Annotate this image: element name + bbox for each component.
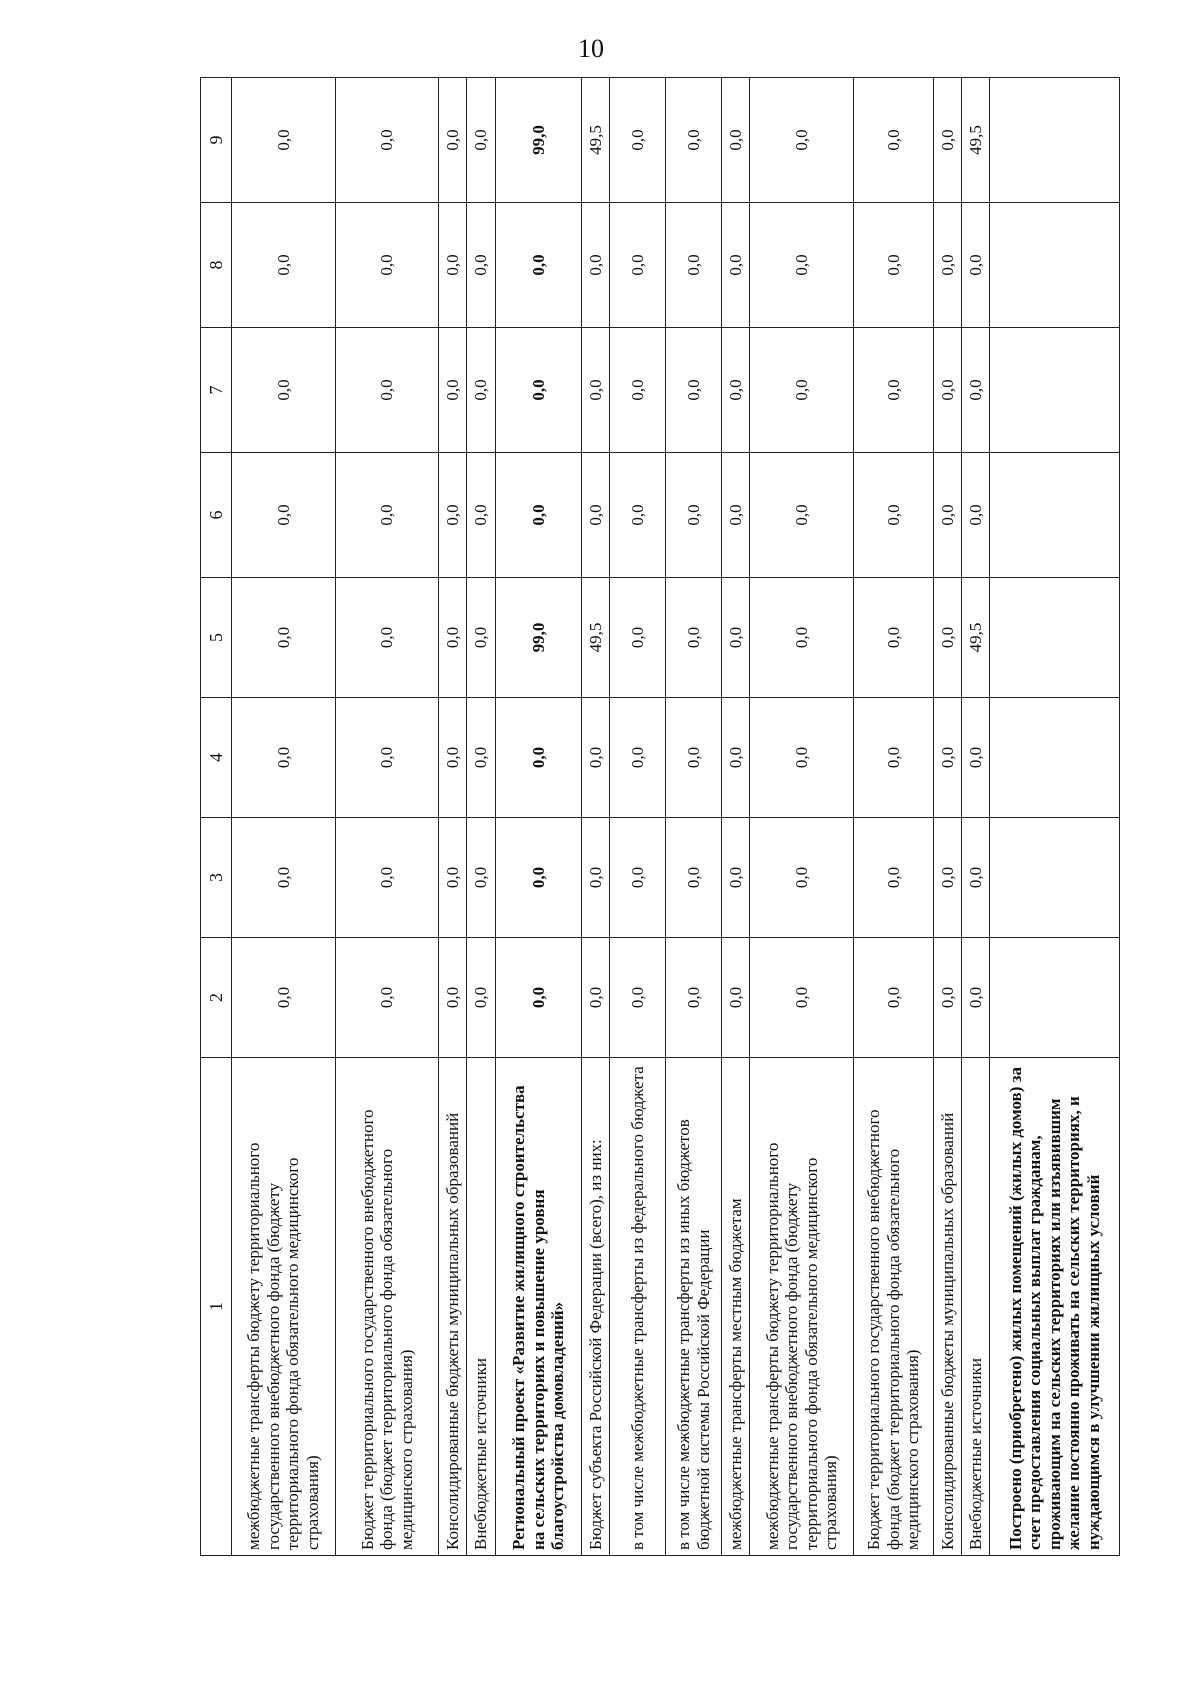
column-header-7: 7 — [201, 328, 232, 453]
table-row — [581, 78, 609, 1556]
value-cell-col-8: 0,0 — [581, 203, 609, 328]
value-cell-col-5: 0,0 — [722, 578, 750, 698]
header-row — [201, 78, 232, 1556]
value-cell-col-9: 0,0 — [610, 78, 666, 203]
value-cell-col-6: 0,0 — [439, 453, 467, 578]
table-row — [232, 78, 336, 1556]
table-row — [439, 78, 467, 1556]
value-cell-col-3: 0,0 — [934, 818, 962, 938]
table-row — [962, 78, 990, 1556]
value-cell-col-2: 0,0 — [666, 938, 722, 1058]
column-header-6: 6 — [201, 453, 232, 578]
row-label: Консолидированные бюджеты муниципальных образований — [439, 1058, 467, 1556]
value-cell-col-8: 0,0 — [722, 203, 750, 328]
value-cell-col-5: 0,0 — [610, 578, 666, 698]
value-cell-col-8: 0,0 — [750, 203, 854, 328]
value-cell-col-5: 0,0 — [854, 578, 934, 698]
value-cell-col-6: 0,0 — [666, 453, 722, 578]
value-cell-col-2: 0,0 — [495, 938, 581, 1058]
value-cell-col-2 — [990, 938, 1120, 1058]
value-cell-col-8: 0,0 — [666, 203, 722, 328]
value-cell-col-3: 0,0 — [610, 818, 666, 938]
table-row — [854, 78, 934, 1556]
row-label: Внебюджетные источники — [962, 1058, 990, 1556]
value-cell-col-7 — [990, 328, 1120, 453]
value-cell-col-4: 0,0 — [750, 698, 854, 818]
value-cell-col-7: 0,0 — [962, 328, 990, 453]
value-cell-col-3: 0,0 — [335, 818, 439, 938]
value-cell-col-4: 0,0 — [610, 698, 666, 818]
row-label: Бюджет территориального государственного внебюджетного фонда (бюджет территориального фонда обязательного медицинского страхования) — [854, 1058, 934, 1556]
table-body — [232, 78, 1120, 1556]
value-cell-col-2: 0,0 — [934, 938, 962, 1058]
value-cell-col-5: 49,5 — [962, 578, 990, 698]
value-cell-col-7: 0,0 — [495, 328, 581, 453]
value-cell-col-3 — [990, 818, 1120, 938]
column-header-9: 9 — [201, 78, 232, 203]
value-cell-col-6: 0,0 — [467, 453, 495, 578]
column-header-5: 5 — [201, 578, 232, 698]
value-cell-col-5: 0,0 — [750, 578, 854, 698]
row-label: Бюджет субъекта Российской Федерации (всего), из них: — [581, 1058, 609, 1556]
row-label: Консолидированные бюджеты муниципальных образований — [934, 1058, 962, 1556]
value-cell-col-4: 0,0 — [439, 698, 467, 818]
value-cell-col-8: 0,0 — [495, 203, 581, 328]
value-cell-col-3: 0,0 — [750, 818, 854, 938]
value-cell-col-6: 0,0 — [232, 453, 336, 578]
table-row — [934, 78, 962, 1556]
value-cell-col-7: 0,0 — [666, 328, 722, 453]
value-cell-col-3: 0,0 — [232, 818, 336, 938]
column-header-4: 4 — [201, 698, 232, 818]
value-cell-col-4: 0,0 — [467, 698, 495, 818]
value-cell-col-8: 0,0 — [962, 203, 990, 328]
value-cell-col-3: 0,0 — [495, 818, 581, 938]
value-cell-col-5: 0,0 — [934, 578, 962, 698]
value-cell-col-5: 0,0 — [335, 578, 439, 698]
row-label: Внебюджетные источники — [467, 1058, 495, 1556]
value-cell-col-9: 49,5 — [962, 78, 990, 203]
value-cell-col-3: 0,0 — [722, 818, 750, 938]
value-cell-col-5: 0,0 — [232, 578, 336, 698]
row-label: межбюджетные трансферты бюджету территориального государственного внебюджетного фонда (бюджету территориального фонда обязательного медицинского страхования) — [750, 1058, 854, 1556]
value-cell-col-4: 0,0 — [666, 698, 722, 818]
value-cell-col-9: 0,0 — [439, 78, 467, 203]
value-cell-col-4: 0,0 — [495, 698, 581, 818]
value-cell-col-4: 0,0 — [722, 698, 750, 818]
value-cell-col-5: 0,0 — [666, 578, 722, 698]
table-row — [495, 78, 581, 1556]
row-label: Построено (приобретено) жилых помещений (жилых домов) за счет предоставления социальных выплат гражданам, проживающим на сельских территориях или изъявившим желание постоянно проживать на сельских территориях, и нуждающимся в улучшении жилищных условий — [990, 1058, 1120, 1556]
column-header-3: 3 — [201, 818, 232, 938]
value-cell-col-2: 0,0 — [962, 938, 990, 1058]
value-cell-col-9: 0,0 — [335, 78, 439, 203]
value-cell-col-7: 0,0 — [232, 328, 336, 453]
value-cell-col-7: 0,0 — [581, 328, 609, 453]
row-label: Бюджет территориального государственного внебюджетного фонда (бюджет территориального фонда обязательного медицинского страхования) — [335, 1058, 439, 1556]
value-cell-col-2: 0,0 — [722, 938, 750, 1058]
table-row — [335, 78, 439, 1556]
value-cell-col-2: 0,0 — [750, 938, 854, 1058]
value-cell-col-9: 0,0 — [467, 78, 495, 203]
value-cell-col-3: 0,0 — [962, 818, 990, 938]
value-cell-col-9: 0,0 — [750, 78, 854, 203]
value-cell-col-4: 0,0 — [335, 698, 439, 818]
column-header-2: 2 — [201, 938, 232, 1058]
value-cell-col-2: 0,0 — [581, 938, 609, 1058]
value-cell-col-4: 0,0 — [232, 698, 336, 818]
value-cell-col-6: 0,0 — [722, 453, 750, 578]
value-cell-col-3: 0,0 — [581, 818, 609, 938]
value-cell-col-4: 0,0 — [581, 698, 609, 818]
value-cell-col-2: 0,0 — [335, 938, 439, 1058]
value-cell-col-7: 0,0 — [854, 328, 934, 453]
row-label: межбюджетные трансферты местным бюджетам — [722, 1058, 750, 1556]
column-header-1: 1 — [201, 1058, 232, 1556]
value-cell-col-2: 0,0 — [610, 938, 666, 1058]
row-label: в том числе межбюджетные трансферты из федерального бюджета — [610, 1058, 666, 1556]
value-cell-col-8: 0,0 — [335, 203, 439, 328]
budget-table — [200, 77, 1120, 1556]
value-cell-col-9: 99,0 — [495, 78, 581, 203]
value-cell-col-9: 49,5 — [581, 78, 609, 203]
value-cell-col-4 — [990, 698, 1120, 818]
value-cell-col-8: 0,0 — [439, 203, 467, 328]
value-cell-col-6: 0,0 — [750, 453, 854, 578]
value-cell-col-6: 0,0 — [581, 453, 609, 578]
value-cell-col-3: 0,0 — [467, 818, 495, 938]
table-row — [990, 78, 1120, 1556]
value-cell-col-9: 0,0 — [934, 78, 962, 203]
value-cell-col-2: 0,0 — [854, 938, 934, 1058]
table-row — [722, 78, 750, 1556]
value-cell-col-7: 0,0 — [610, 328, 666, 453]
value-cell-col-7: 0,0 — [722, 328, 750, 453]
value-cell-col-6: 0,0 — [962, 453, 990, 578]
value-cell-col-6: 0,0 — [495, 453, 581, 578]
value-cell-col-2: 0,0 — [232, 938, 336, 1058]
table-row — [610, 78, 666, 1556]
row-label: в том числе межбюджетные трансферты из иных бюджетов бюджетной системы Российской Федерации — [666, 1058, 722, 1556]
value-cell-col-9: 0,0 — [854, 78, 934, 203]
page-number: 10 — [578, 34, 604, 63]
row-label: межбюджетные трансферты бюджету территориального государственного внебюджетного фонда (бюджету территориального фонда обязательного медицинского страхования) — [232, 1058, 336, 1556]
value-cell-col-8 — [990, 203, 1120, 328]
table-row — [750, 78, 854, 1556]
value-cell-col-5: 0,0 — [439, 578, 467, 698]
value-cell-col-3: 0,0 — [439, 818, 467, 938]
value-cell-col-5: 99,0 — [495, 578, 581, 698]
value-cell-col-4: 0,0 — [962, 698, 990, 818]
value-cell-col-5: 49,5 — [581, 578, 609, 698]
value-cell-col-9 — [990, 78, 1120, 203]
value-cell-col-6: 0,0 — [610, 453, 666, 578]
value-cell-col-2: 0,0 — [439, 938, 467, 1058]
value-cell-col-6 — [990, 453, 1120, 578]
value-cell-col-5 — [990, 578, 1120, 698]
value-cell-col-8: 0,0 — [610, 203, 666, 328]
value-cell-col-7: 0,0 — [335, 328, 439, 453]
rotated-table-container — [200, 78, 1120, 1556]
column-header-8: 8 — [201, 203, 232, 328]
value-cell-col-7: 0,0 — [750, 328, 854, 453]
value-cell-col-7: 0,0 — [439, 328, 467, 453]
value-cell-col-6: 0,0 — [335, 453, 439, 578]
value-cell-col-9: 0,0 — [232, 78, 336, 203]
value-cell-col-4: 0,0 — [854, 698, 934, 818]
value-cell-col-2: 0,0 — [467, 938, 495, 1058]
value-cell-col-9: 0,0 — [722, 78, 750, 203]
value-cell-col-8: 0,0 — [854, 203, 934, 328]
value-cell-col-7: 0,0 — [467, 328, 495, 453]
value-cell-col-9: 0,0 — [666, 78, 722, 203]
table-row — [467, 78, 495, 1556]
row-label: Региональный проект «Развитие жилищного строительства на сельских территориях и повышение уровня благоустройства домовладений» — [495, 1058, 581, 1556]
value-cell-col-4: 0,0 — [934, 698, 962, 818]
table-row — [666, 78, 722, 1556]
value-cell-col-6: 0,0 — [934, 453, 962, 578]
value-cell-col-3: 0,0 — [666, 818, 722, 938]
value-cell-col-7: 0,0 — [934, 328, 962, 453]
value-cell-col-5: 0,0 — [467, 578, 495, 698]
value-cell-col-3: 0,0 — [854, 818, 934, 938]
value-cell-col-8: 0,0 — [467, 203, 495, 328]
value-cell-col-8: 0,0 — [232, 203, 336, 328]
value-cell-col-8: 0,0 — [934, 203, 962, 328]
value-cell-col-6: 0,0 — [854, 453, 934, 578]
